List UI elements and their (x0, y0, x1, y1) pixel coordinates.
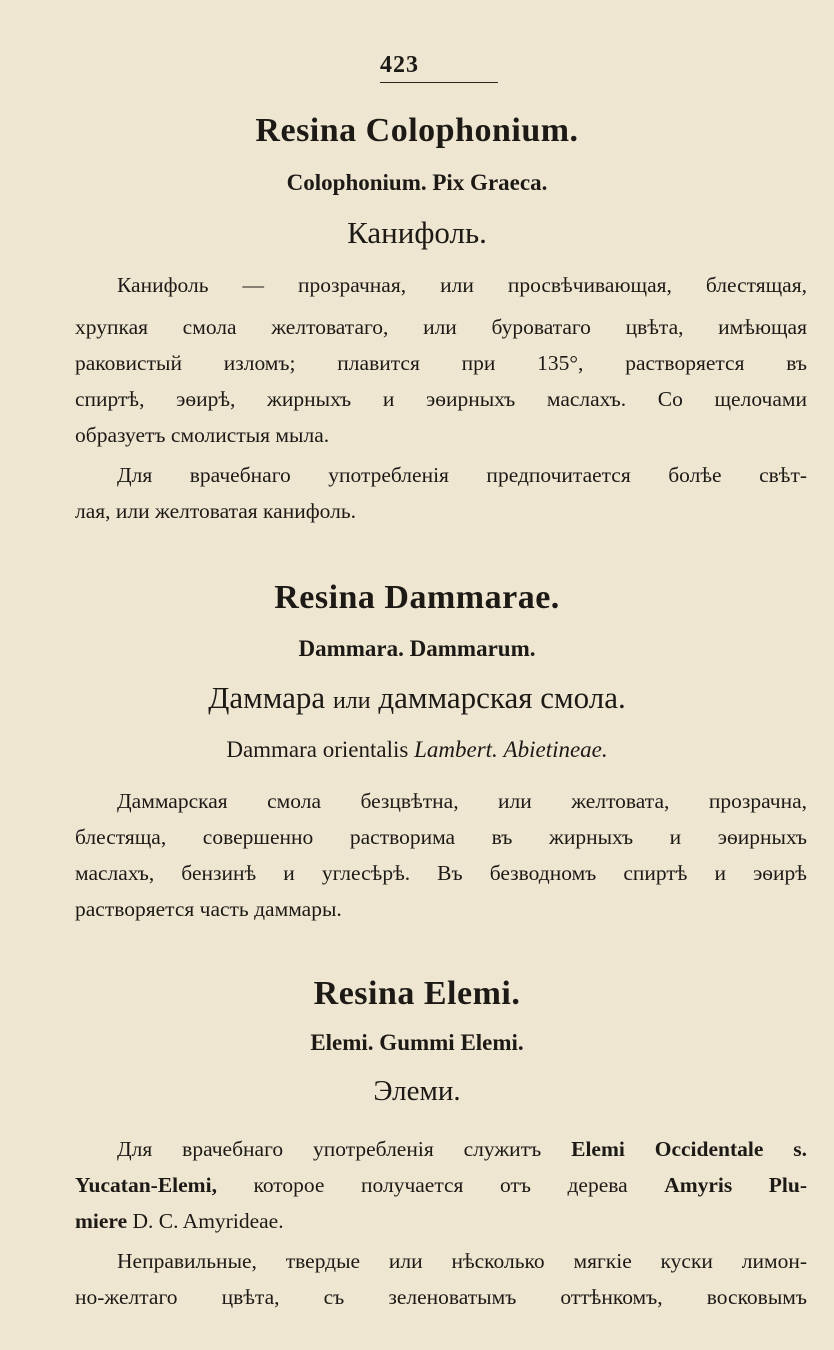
page-number-rule (380, 82, 498, 83)
russian-name-or: или (332, 688, 371, 714)
latin-term: Amyris Plu- (664, 1173, 808, 1197)
source-family: Abietineae. (503, 737, 608, 762)
section-russian-name: Канифоль. (347, 215, 487, 250)
source-author: Lambert. (414, 737, 498, 762)
text-line: хрупкая смола желтоватаго, или буроватаго цвѣта, имѣющая (75, 315, 807, 339)
text-line: Для врачебнаго употребленія предпочитается болѣе свѣт- (117, 463, 807, 487)
text-line (75, 1203, 807, 1239)
latin-term: miere (75, 1209, 128, 1233)
section-synonyms: Dammara. Dammarum. (298, 636, 536, 661)
text-line: раковистый изломъ; плавится при 135°, растворяется въ (75, 351, 807, 375)
page-number: 423 (380, 52, 419, 78)
section-title: Resina Colophonium. (255, 112, 579, 149)
section-synonyms: Colophonium. Pix Graeca. (286, 170, 548, 195)
text-line: блестяща, совершенно растворима въ жирныхъ и эѳирныхъ (75, 825, 807, 849)
text-line: спиртѣ, эѳирѣ, жирныхъ и эѳирныхъ маслахъ. Со щелочами (75, 387, 807, 411)
section-russian-name (60, 680, 774, 716)
section-title: Resina Dammarae. (274, 579, 560, 616)
text-line: Неправильные, твердые или нѣсколько мягкіе куски лимон- (117, 1249, 807, 1273)
source-plant-line (60, 737, 774, 763)
text-line: Даммарская смола безцвѣтна, или желтовата, прозрачна, (117, 789, 807, 813)
text-run: D. C. Amyrideae. (132, 1209, 284, 1233)
text-line: Канифоль — прозрачная, или просвѣчивающая, блестящая, (117, 273, 807, 297)
text-line: но-желтаго цвѣта, съ зеленоватымъ оттѣнкомъ, восковымъ (75, 1285, 807, 1309)
text-line: маслахъ, бензинѣ и углесѣрѣ. Въ безводномъ спиртѣ и эѳирѣ (75, 861, 807, 885)
latin-term: Elemi Occidentale s. (571, 1137, 808, 1161)
text-line: растворяется часть даммары. (75, 897, 342, 921)
text-run: которое получается отъ дерева (253, 1173, 628, 1197)
latin-term: Yucatan-Elemi, (75, 1173, 217, 1197)
text-line: образуетъ смолистыя мыла. (75, 423, 330, 447)
text-line (75, 1167, 807, 1203)
section-title: Resina Elemi. (313, 975, 521, 1012)
text-line: лая, или желтоватая канифоль. (75, 499, 357, 523)
russian-name-a: Даммара (208, 680, 326, 715)
text-run: Для врачебнаго употребленія служитъ (117, 1137, 542, 1161)
source-plant: Dammara orientalis (226, 737, 409, 762)
section-russian-name: Элеми. (373, 1075, 461, 1107)
text-line (117, 1131, 807, 1167)
russian-name-b: даммарская смола. (378, 680, 626, 715)
section-synonyms: Elemi. Gummi Elemi. (310, 1030, 524, 1055)
